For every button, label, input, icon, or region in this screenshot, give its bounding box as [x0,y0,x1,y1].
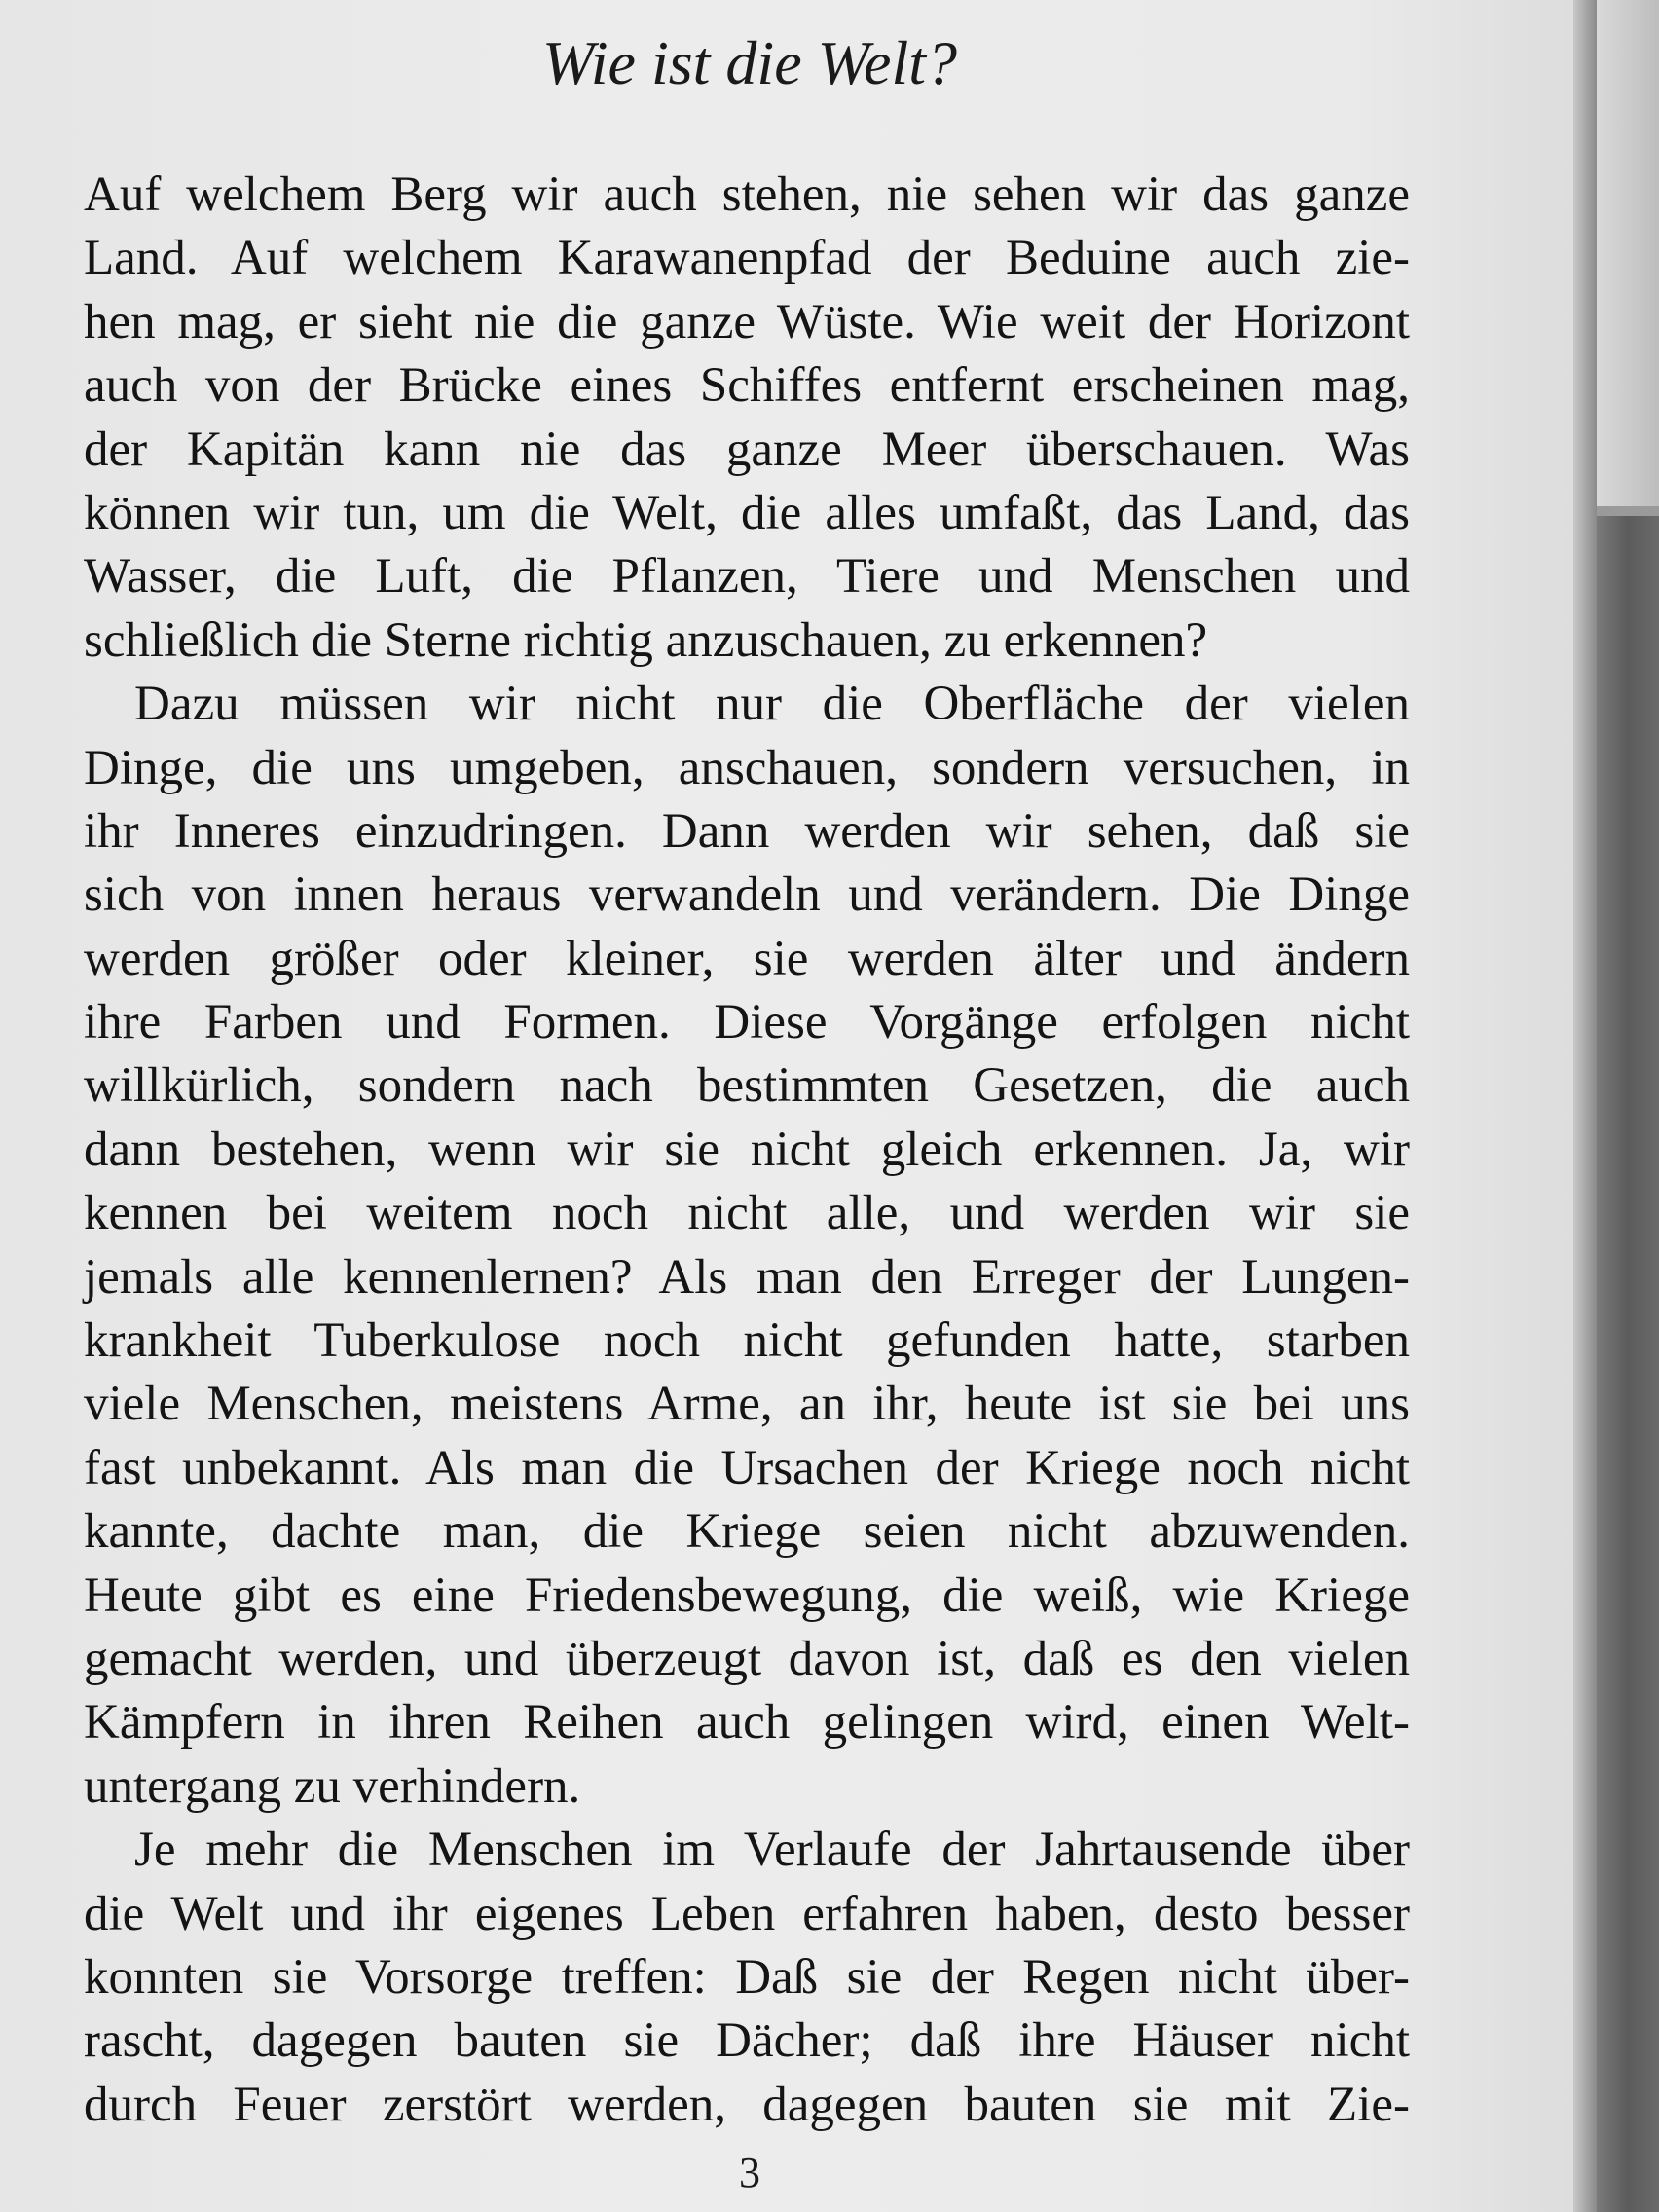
page-title: Wie ist die Welt? [541,28,958,97]
text-line: rascht, dagegen bauten sie Dächer; daß ihre Häuser nicht [84,2013,1410,2069]
text-line: Wasser, die Luft, die Pflanzen, Tiere und Menschen und [84,549,1410,605]
text-line: Kämpfern in ihren Reihen auch gelingen wird, einen Welt- [84,1695,1410,1751]
text-line: auch von der Brücke eines Schiffes entfernt erscheinen mag, [84,358,1410,414]
text-line: ihre Farben und Formen. Diese Vorgänge erfolgen nicht [84,995,1410,1051]
cover-board-dark [1597,516,1659,2212]
text-line: schließlich die Sterne richtig anzuschauen, zu erkennen? [84,612,1208,668]
text-line: konnten sie Vorsorge treffen: Daß sie der Regen nicht über- [84,1949,1410,2005]
text-line: kennen bei weitem noch nicht alle, und werden wir sie [84,1186,1410,1241]
text-line: die Welt und ihr eigenes Leben erfahren haben, desto besser [84,1886,1410,1941]
text-line: durch Feuer zerstört werden, dagegen bauten sie mit Zie- [84,2077,1410,2132]
page-number: 3 [739,2149,760,2196]
text-line: Auf welchem Berg wir auch stehen, nie sehen wir das ganze [84,167,1410,222]
text-line: dann bestehen, wenn wir sie nicht gleich erkennen. Ja, wir [84,1122,1410,1177]
cover-board-light [1597,0,1659,516]
paragraph-3 [84,1819,1410,2137]
body-text [84,164,1410,2137]
text-line: Land. Auf welchem Karawanenpfad der Beduine auch zie- [84,231,1410,286]
text-line: viele Menschen, meistens Arme, an ihr, heute ist sie bei uns [84,1377,1410,1432]
text-line: krankheit Tuberkulose noch nicht gefunden hatte, starben [84,1313,1410,1369]
text-line: fast unbekannt. Als man die Ursachen der Kriege noch nicht [84,1440,1410,1495]
text-line: jemals alle kennenlernen? Als man den Erreger der Lungen- [84,1249,1410,1305]
text-line: kannte, dachte man, die Kriege seien nicht abzuwenden. [84,1504,1410,1560]
text-line: gemacht werden, und überzeugt davon ist, daß es den vielen [84,1631,1410,1686]
text-line: Dazu müssen wir nicht nur die Oberfläche der vielen [134,677,1410,732]
text-line: willkürlich, sondern nach bestimmten Gesetzen, die auch [84,1058,1410,1114]
text-line: Je mehr die Menschen im Verlaufe der Jahrtausende über [134,1823,1410,1878]
text-line: untergang zu verhindern. [84,1758,581,1814]
text-line: der Kapitän kann nie das ganze Meer überschauen. Was [84,422,1410,477]
text-line: sich von innen heraus verwandeln und verändern. Die Dinge [84,867,1410,923]
paragraph-1 [84,164,1410,673]
page-edge-shadow [1573,0,1597,2212]
text-line: Dinge, die uns umgeben, anschauen, sondern versuchen, in [84,740,1410,795]
text-line: hen mag, er sieht nie die ganze Wüste. Wie weit der Horizont [84,294,1410,350]
text-line: werden größer oder kleiner, sie werden älter und ändern [84,931,1410,986]
text-line: Heute gibt es eine Friedensbewegung, die weiß, wie Kriege [84,1567,1410,1623]
paragraph-2 [84,673,1410,1819]
text-line: können wir tun, um die Welt, die alles umfaßt, das Land, das [84,485,1410,540]
text-line: ihr Inneres einzudringen. Dann werden wir sehen, daß sie [84,803,1410,859]
